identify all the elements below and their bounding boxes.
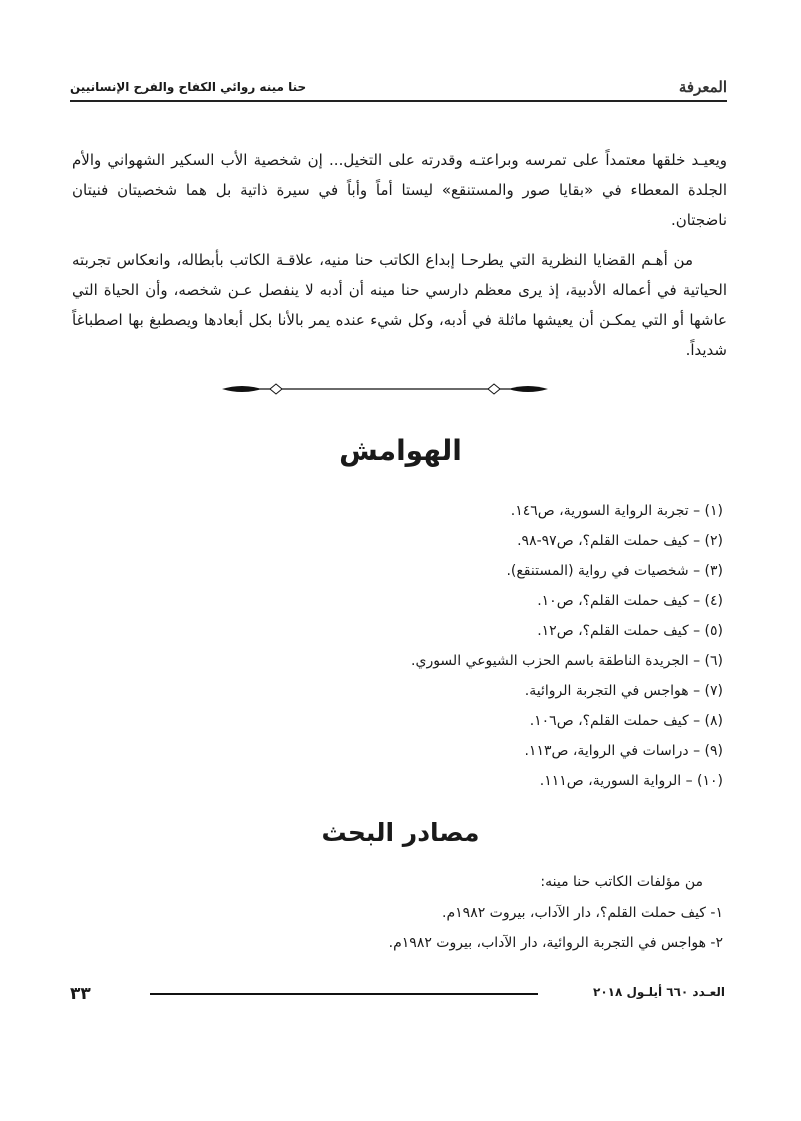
issue-info: العـدد ٦٦٠ أيلـول ٢٠١٨ — [593, 985, 725, 999]
footer-rule — [150, 993, 538, 995]
header-divider — [70, 100, 727, 102]
running-header — [70, 74, 727, 100]
footnote-item: (٧) – هواجس في التجربة الروائية. — [524, 683, 723, 699]
ornament-divider — [220, 377, 550, 401]
footnote-item: (١) – تجربة الرواية السورية، ص١٤٦. — [510, 503, 723, 519]
footnote-item: (١٠) – الرواية السورية، ص١١١. — [539, 773, 723, 789]
footnotes-list — [123, 496, 723, 796]
footnote-item: (٨) – كيف حملت القلم؟، ص١٠٦. — [529, 713, 723, 729]
sources-heading: مصادر البحث — [321, 818, 480, 847]
sources-intro: من مؤلفات الكاتب حنا مينه: — [540, 874, 703, 890]
source-item: ٢- هواجس في التجربة الروائية، دار الآداب، بيروت ١٩٨٢م. — [388, 935, 723, 951]
magazine-logo: المعرفة — [678, 78, 727, 96]
page-number: ٣٣ — [70, 984, 91, 1004]
source-item: ١- كيف حملت القلم؟، دار الآداب، بيروت ١٩٨٢م. — [442, 905, 723, 921]
footnote-item: (٥) – كيف حملت القلم؟، ص١٢. — [537, 623, 723, 639]
footnotes-heading: الهوامش — [339, 434, 462, 467]
footnote-item: (٣) – شخصيات في رواية (المستنقع). — [506, 563, 723, 579]
article-title: حنا مينه روائي الكفاح والفرح الإنسانيين — [70, 80, 307, 94]
footnote-item: (٤) – كيف حملت القلم؟، ص١٠. — [537, 593, 723, 609]
footnote-item: (٩) – دراسات في الرواية، ص١١٣. — [524, 743, 723, 759]
body-paragraph-2: من أهـم القضايا النظرية التي يطرحـا إبداع الكاتب حنا منيه، علاقـة الكاتب بأبطاله، وانعكاس تجربته الحياتية في أعماله الأدبية، إذ يرى معظم دارسي حنا مينه أن أدبه لا ينفصل عـن شخصه، وأن الحياة التي عاشها أو التي يمكـن أن يعيشها ماثلة في أدبه، وكل شيء عنده يمر بالأنا بكل أبعادها ويصطبغ بها اصطباغاً شديداً. — [72, 251, 727, 359]
footnote-item: (٦) – الجريدة الناطقة باسم الحزب الشيوعي السوري. — [411, 653, 723, 669]
footnote-item: (٢) – كيف حملت القلم؟، ص٩٧-٩٨. — [517, 533, 723, 549]
body-paragraph-1: ويعيـد خلقها معتمداً على تمرسه وبراعتـه وقدرته على التخيل... إن شخصية الأب السكير الشهواني والأم الجلدة المعطاء في «بقايا صور والمستنقع» ليستا أماً وأباً في سيرة ذاتية بل هما شخصيتان فنيتان ناضجتان. — [72, 151, 727, 229]
